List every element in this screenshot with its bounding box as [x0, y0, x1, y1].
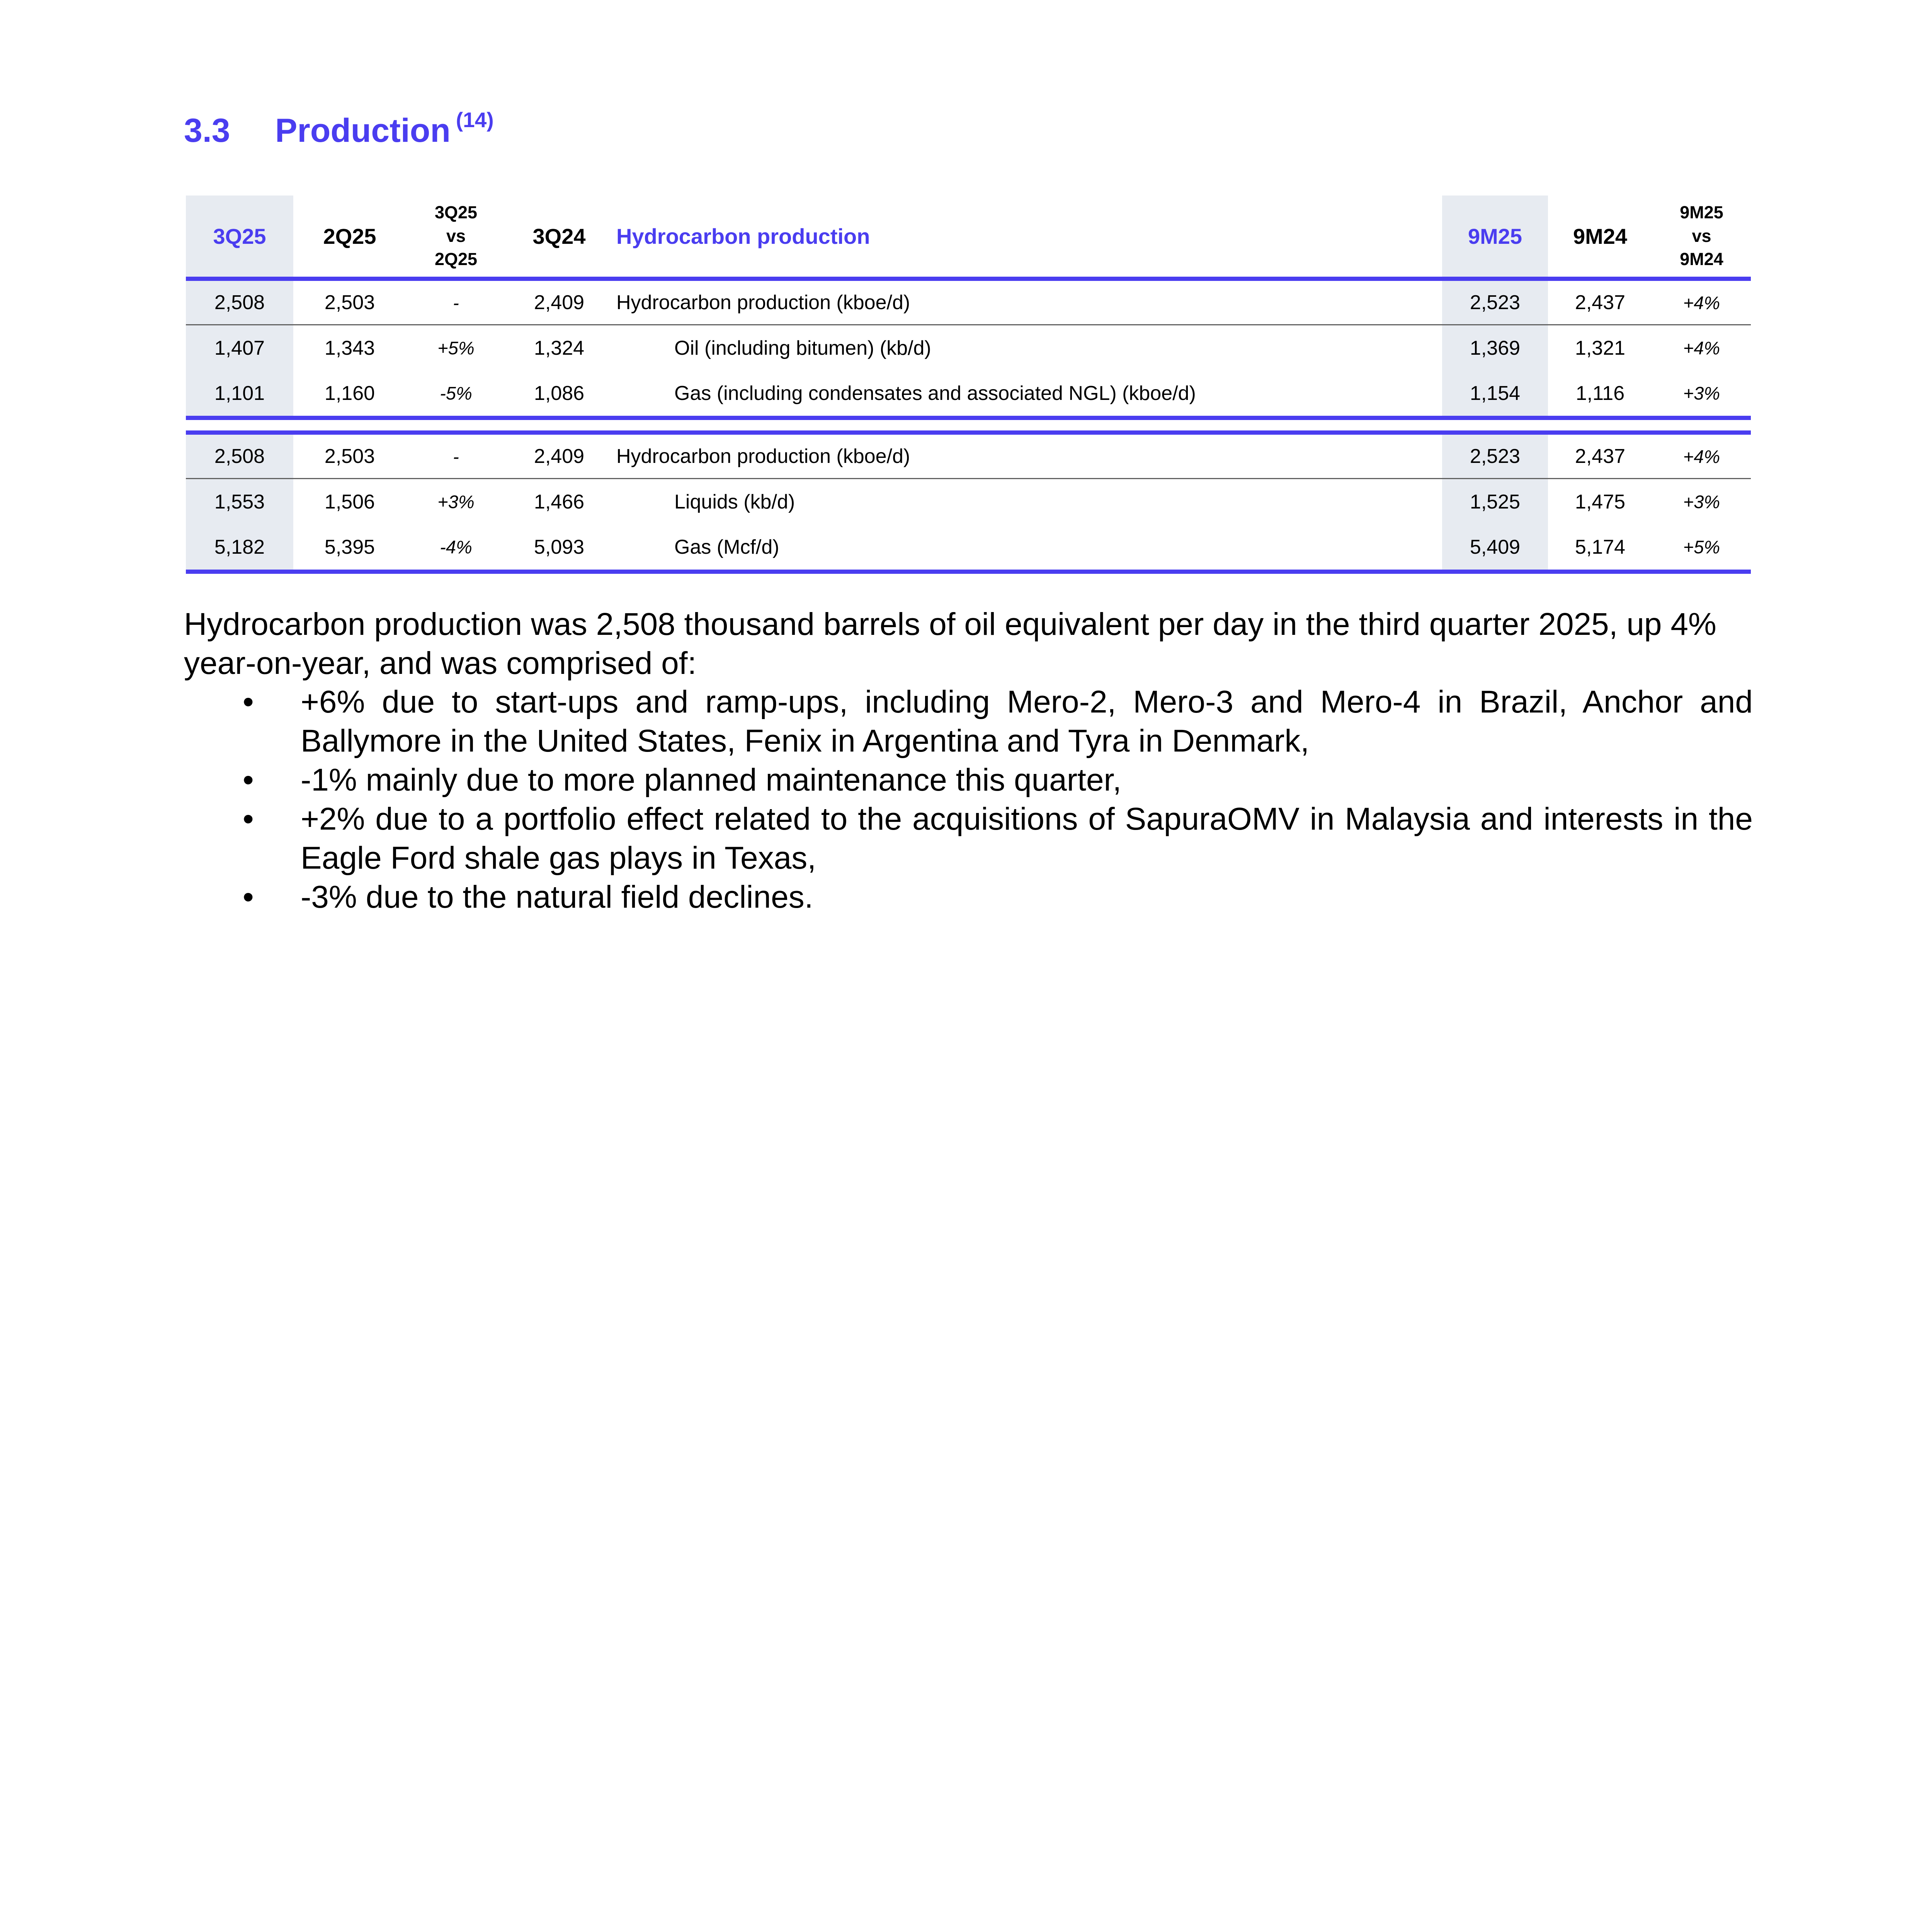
section-title-text: Production: [275, 112, 451, 149]
row-value: 1,101: [186, 371, 293, 416]
header-text: 9M25: [1680, 202, 1723, 222]
table-row: [186, 281, 1751, 324]
row-value: 1,160: [324, 382, 375, 405]
table-rule-thick: [186, 430, 1751, 435]
bullet-list: [184, 682, 1753, 917]
row-label: Gas (including condensates and associated NGL) (kboe/d): [674, 382, 1196, 405]
header-9m25-vs-9m24: [1652, 196, 1751, 277]
list-item-text: +2% due to a portfolio effect related to the acquisitions of SapuraOMV in Malaysia and interests in the Eagle Ford shale gas plays in Texas,: [301, 801, 1753, 876]
header-text: 9M24: [1680, 249, 1723, 269]
row-value: 2,503: [324, 291, 375, 314]
row-value: 1,154: [1442, 371, 1548, 416]
row-label: Oil (including bitumen) (kb/d): [674, 337, 931, 359]
row-value: 2,508: [186, 281, 293, 324]
row-value: -: [453, 446, 459, 467]
row-value: 2,503: [324, 445, 375, 468]
bullet-icon: •: [243, 762, 254, 798]
list-item-text: -3% due to the natural field declines.: [301, 879, 813, 915]
row-value: +4%: [1683, 292, 1720, 313]
row-value: 1,466: [534, 490, 585, 513]
row-value: -5%: [440, 383, 472, 403]
row-value: 2,437: [1575, 291, 1626, 314]
row-value: 1,086: [534, 382, 585, 405]
table-header-row: [186, 196, 1751, 277]
table-row: [186, 371, 1751, 416]
bullet-icon: •: [243, 684, 254, 719]
row-value: +4%: [1683, 446, 1720, 467]
row-value: 1,553: [186, 479, 293, 524]
row-value: 1,407: [186, 325, 293, 371]
row-label: Gas (Mcf/d): [674, 536, 779, 558]
table-spacer: [186, 420, 1751, 430]
row-value: 1,324: [534, 337, 585, 359]
header-label: Hydrocarbon production: [616, 224, 870, 248]
row-value: 2,409: [534, 445, 585, 468]
row-value: 2,523: [1442, 435, 1548, 478]
list-item: [184, 682, 1753, 760]
row-value: -4%: [440, 537, 472, 557]
table-row: [186, 479, 1751, 524]
row-value: 2,437: [1575, 445, 1626, 468]
table-rule-thick: [186, 570, 1751, 574]
row-value: 5,093: [534, 536, 585, 558]
row-value: 1,369: [1442, 325, 1548, 371]
row-value: 1,475: [1575, 490, 1626, 513]
header-2q25: 2Q25: [323, 224, 376, 248]
row-value: 5,409: [1442, 524, 1548, 570]
row-value: +3%: [437, 492, 475, 512]
row-value: +3%: [1683, 383, 1720, 403]
footnote-ref: (14): [456, 108, 494, 132]
header-9m24: 9M24: [1573, 224, 1628, 248]
row-value: 1,525: [1442, 479, 1548, 524]
table-row: [186, 435, 1751, 478]
header-text: vs: [446, 226, 466, 246]
list-item-text: -1% mainly due to more planned maintenance this quarter,: [301, 762, 1122, 798]
header-3q25-vs-2q25: [406, 196, 506, 277]
list-item: [184, 878, 1753, 917]
production-table: [186, 196, 1751, 574]
body-paragraph: Hydrocarbon production was 2,508 thousand barrels of oil equivalent per day in the third quarter 2025, up 4% year-on-year, and was comprised of:: [184, 607, 1716, 681]
list-item-text: +6% due to start-ups and ramp-ups, including Mero-2, Mero-3 and Mero-4 in Brazil, Anchor and Ballymore in the United States, Fenix in Argentina and Tyra in Denmark,: [301, 684, 1753, 759]
row-value: 1,506: [324, 490, 375, 513]
section-number: 3.3: [184, 112, 230, 149]
row-label: Liquids (kb/d): [674, 490, 795, 513]
row-value: 2,508: [186, 435, 293, 478]
row-value: +4%: [1683, 338, 1720, 358]
header-3q25: 3Q25: [186, 196, 293, 277]
row-value: 5,174: [1575, 536, 1626, 558]
header-text: vs: [1692, 226, 1711, 246]
row-value: 2,523: [1442, 281, 1548, 324]
header-9m25: 9M25: [1442, 196, 1548, 277]
list-item: [184, 799, 1753, 878]
table-row: [186, 325, 1751, 371]
header-text: 3Q25: [434, 202, 478, 222]
bullet-icon: •: [243, 801, 254, 837]
row-value: 5,182: [186, 524, 293, 570]
section-title: [184, 109, 494, 147]
row-value: -: [453, 292, 459, 313]
row-value: +5%: [1683, 537, 1720, 557]
table-rule-thick: [186, 416, 1751, 420]
table-row: [186, 524, 1751, 570]
header-3q24: 3Q24: [532, 224, 586, 248]
row-value: 5,395: [324, 536, 375, 558]
header-text: 2Q25: [434, 249, 478, 269]
list-item: [184, 760, 1753, 799]
table-rule-thick: [186, 277, 1751, 281]
row-value: 1,116: [1575, 382, 1625, 405]
bullet-icon: •: [243, 879, 254, 915]
row-label: Hydrocarbon production (kboe/d): [616, 291, 910, 314]
row-value: 1,343: [324, 337, 375, 359]
row-value: +3%: [1683, 492, 1720, 512]
row-value: 1,321: [1575, 337, 1626, 359]
row-label: Hydrocarbon production (kboe/d): [616, 445, 910, 468]
row-value: 2,409: [534, 291, 585, 314]
row-value: +5%: [437, 338, 475, 358]
